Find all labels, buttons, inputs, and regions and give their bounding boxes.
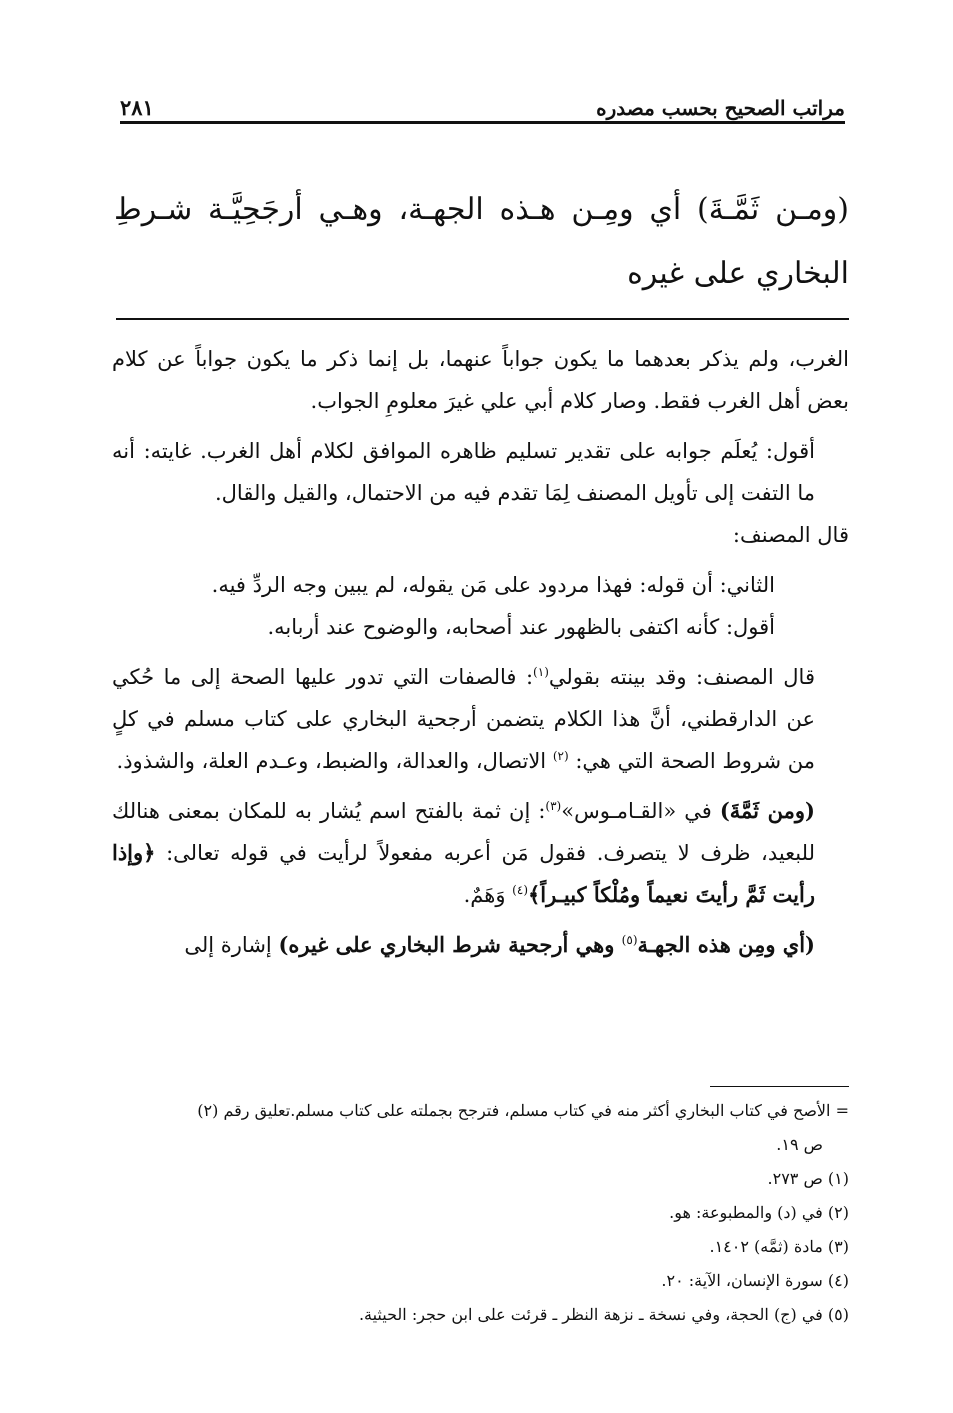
header-rule [120, 121, 845, 124]
paragraph [112, 790, 849, 916]
footnote-ref: (٣) [545, 799, 562, 813]
running-header [120, 76, 845, 120]
quoted-paragraph: الثاني: أن قوله: فهذا مردود على مَن يقوله، لم يبين وجه الردِّ فيه. [211, 573, 775, 597]
footnotes [106, 1094, 849, 1332]
paragraph: أقول: يُعلَم جوابه على تقدير تسليم ظاهره الموافق لكلام أهل الغرب. غايته: أنه ما التفت إلى تأويل المصنف لِمَا تقدم فيه من الاحتمال، والقيل والقال. [112, 439, 815, 505]
quoted-paragraph: أقول: كأنه اكتفى بالظهور عند أصحابه، والوضوح عند أربابه. [267, 615, 775, 639]
commentary-body [112, 338, 849, 974]
footnote-continuation: = الأصح في كتاب البخاري أكثر منه في كتاب مسلم، فترجح بجملته على كتاب مسلم.تعليق رقم (٢) [197, 1101, 849, 1120]
text-run: الاتصال، والعدالة، والضبط، وعـدم العلة، والشذوذ. [116, 749, 553, 773]
text-run: : إن ثمة بالفتح اسم يُشار به للمكان بمعنى هنالك للبعيد، ظرف لا يتصرف. فقول مَن أعربه مفعولاً لرأيت في قوله تعالى: [112, 799, 815, 865]
paragraph [112, 656, 849, 782]
footnote-3: (٣) مادة (ثمَّه) ١٤٠٢. [709, 1237, 849, 1256]
footnote-5: (٥) في (ج) الحجة، وفي نسخة ـ نزهة النظر ـ قرئت على ابن حجر: الحيثية. [358, 1305, 849, 1324]
footnote-2: (٢) في (د) والمطبوعة: هو. [669, 1203, 849, 1222]
text-run: قال المصنف: وقد بينته بقولي [548, 665, 815, 689]
page-number: ٢٨١ [120, 95, 154, 120]
text-run: إشارة إلى [184, 933, 279, 957]
matn-text: (ومـن ثَمَّـةَ) أي ومِـن هـذه الجهـة، وهـي أرجَحِيَّـة شـرطِ البخاري على غيره [114, 192, 849, 291]
paragraph: قال المصنف: [732, 523, 849, 547]
matn-quote: (أي ومِن هذه الجهـة [637, 932, 815, 957]
footnote-ref: (٤) [512, 883, 528, 897]
footnote-separator [710, 1086, 849, 1087]
paragraph: الغرب، ولم يذكر بعدهما ما يكون جواباً عنهما، بل إنما ذكر ما يكون جواباً عن كلام بعض أهل الغرب فقط. وصار كلام أبي علي غيرَ معلومِ الجواب. [112, 347, 849, 413]
footnote-continuation: ص ١٩. [776, 1135, 823, 1154]
running-title: مراتب الصحيح بحسب مصدره [596, 96, 845, 120]
text-run: في «القـامـوس» [561, 799, 720, 823]
footnote-ref: (٢) [552, 749, 569, 763]
matn-quote: (ومن ثَمَّةَ) [719, 798, 815, 823]
footnote-1: (١) ص ٢٧٣. [767, 1169, 849, 1188]
text-run: : فالصفات التي تدور عليها الصحة إلى ما حُكي عن الدارقطني، أنَّ هذا الكلام يتضمن أرجحية البخاري على كتاب مسلم في كلٍ من شروط الصحة التي هي: [112, 665, 815, 773]
footnote-ref: (٥) [621, 933, 638, 947]
text-run: وَهَمٌ. [463, 883, 513, 907]
quran-quote: ﴿وإذا رأيت ثَمَّ رأيتَ نعيماً ومُلْكاً كبيـراً﴾ [112, 840, 815, 907]
matn-separator [116, 318, 849, 320]
paragraph [112, 924, 849, 966]
footnote-4: (٤) سورة الإنسان، الآية: ٢٠. [661, 1271, 849, 1290]
matn-quote: وهي أرجحية شرط البخاري على غيره) [278, 932, 622, 957]
footnote-ref: (١) [533, 665, 549, 679]
